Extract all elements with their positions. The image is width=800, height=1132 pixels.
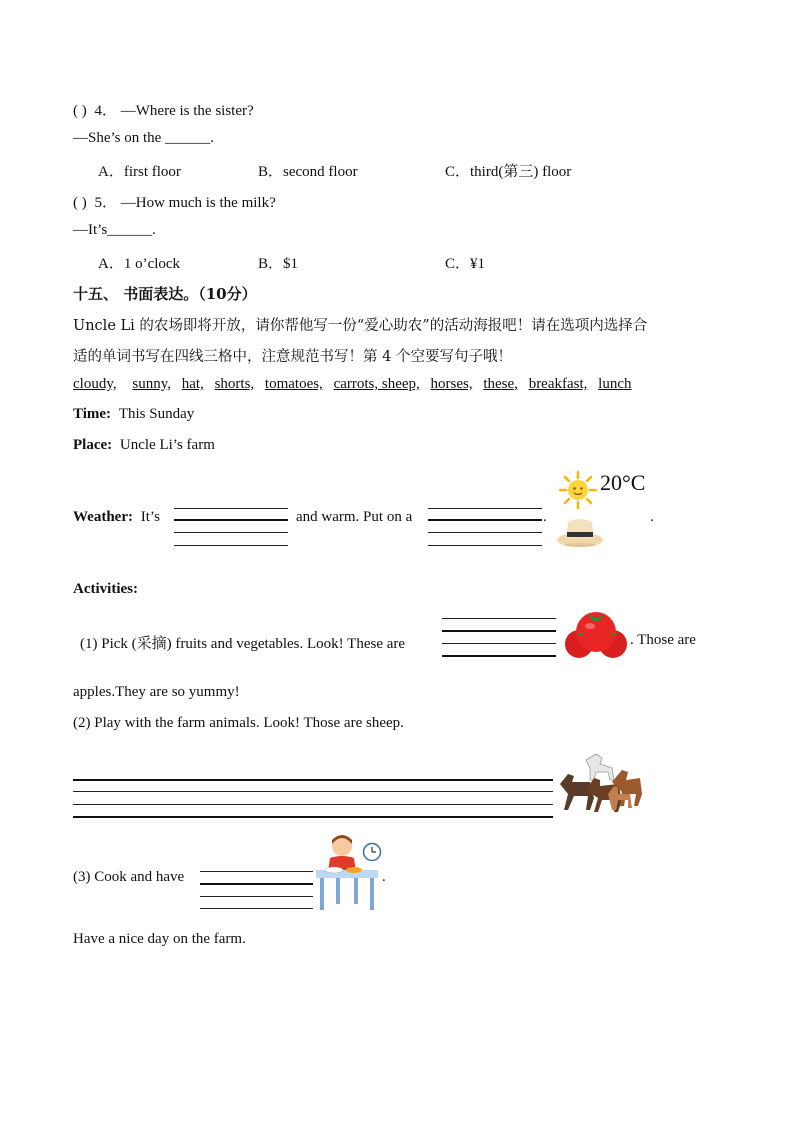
word-bank-item: lunch <box>598 376 632 392</box>
time-label: Time: <box>73 406 112 422</box>
hat-icon <box>555 510 605 550</box>
closing-text: Have a nice day on the farm. <box>73 931 246 947</box>
weather-mid: and warm. Put on a <box>296 509 413 525</box>
weather-end-dot: . <box>650 509 654 525</box>
q4-option-b: B．second floor <box>258 164 358 180</box>
word-bank-item: tomatoes, <box>264 376 323 392</box>
q5-option-c: C．¥1 <box>445 256 486 272</box>
q5-number: 5． <box>94 195 118 211</box>
word-bank-item: these, <box>483 376 518 392</box>
temperature-label: 20°C <box>600 470 646 495</box>
q5-option-b: B．$1 <box>258 256 299 272</box>
section-intro-1: Uncle Li 的农场即将开放，请你帮他写一份“爱心助农”的活动海报吧！请在选项内选择合 <box>73 318 648 334</box>
weather-row <box>73 509 160 526</box>
horses-icon <box>556 750 644 816</box>
place-value: Uncle Li’s farm <box>119 437 215 453</box>
time-value: This Sunday <box>118 406 195 422</box>
word-bank-item: hat, <box>181 376 204 392</box>
q5-answer: —It’s______. <box>73 222 156 238</box>
q5-option-a: A．1 o’clock <box>98 256 181 272</box>
weather-its: It’s <box>140 509 160 525</box>
word-bank-item: carrots, sheep, <box>333 376 420 392</box>
section-intro-2: 适的单词书写在四线三格中，注意规范书写！第 4 个空要写句子哦！ <box>73 349 512 365</box>
sun-icon <box>558 470 598 510</box>
clock-icon <box>362 842 382 862</box>
word-bank-item: cloudy, <box>73 376 117 392</box>
activity-1-post: . Those are <box>630 632 696 648</box>
time-row <box>73 406 194 423</box>
activity-1-cont: apples.They are so yummy! <box>73 684 240 700</box>
tomato-icon <box>561 608 631 660</box>
activity-2-text: (2) Play with the farm animals. Look! Those are sheep. <box>73 715 404 731</box>
q4-option-c: C．third(第三) floor <box>445 164 572 180</box>
word-bank-item: sunny, <box>132 376 171 392</box>
q4-option-a: A．first floor <box>98 164 181 180</box>
q5-answer-paren[interactable]: ( ) <box>73 195 87 211</box>
weather-dot: . <box>543 509 547 525</box>
q5-question: —How much is the milk? <box>120 195 276 211</box>
place-row <box>73 437 215 454</box>
q4-answer: —She’s on the ______. <box>73 130 214 146</box>
word-bank-item: shorts, <box>214 376 255 392</box>
activity-3-text: (3) Cook and have <box>73 869 185 885</box>
word-bank-item: breakfast, <box>528 376 588 392</box>
q4-number: 4． <box>94 103 118 119</box>
word-bank-item: horses, <box>430 376 473 392</box>
q4-question: —Where is the sister? <box>120 103 254 119</box>
q4-answer-paren[interactable]: ( ) <box>73 103 87 119</box>
q5-line <box>73 191 276 212</box>
section-heading: 十五、 书面表达。（10分） <box>73 285 257 303</box>
q4-line <box>73 99 254 120</box>
word-bank <box>73 376 638 393</box>
activity-3-dot: . <box>382 869 386 885</box>
activity-1-text: (1) Pick (采摘) fruits and vegetables. Look! These are <box>80 636 406 652</box>
weather-label: Weather: <box>73 509 133 525</box>
place-label: Place: <box>73 437 113 453</box>
activities-label: Activities: <box>73 581 138 597</box>
